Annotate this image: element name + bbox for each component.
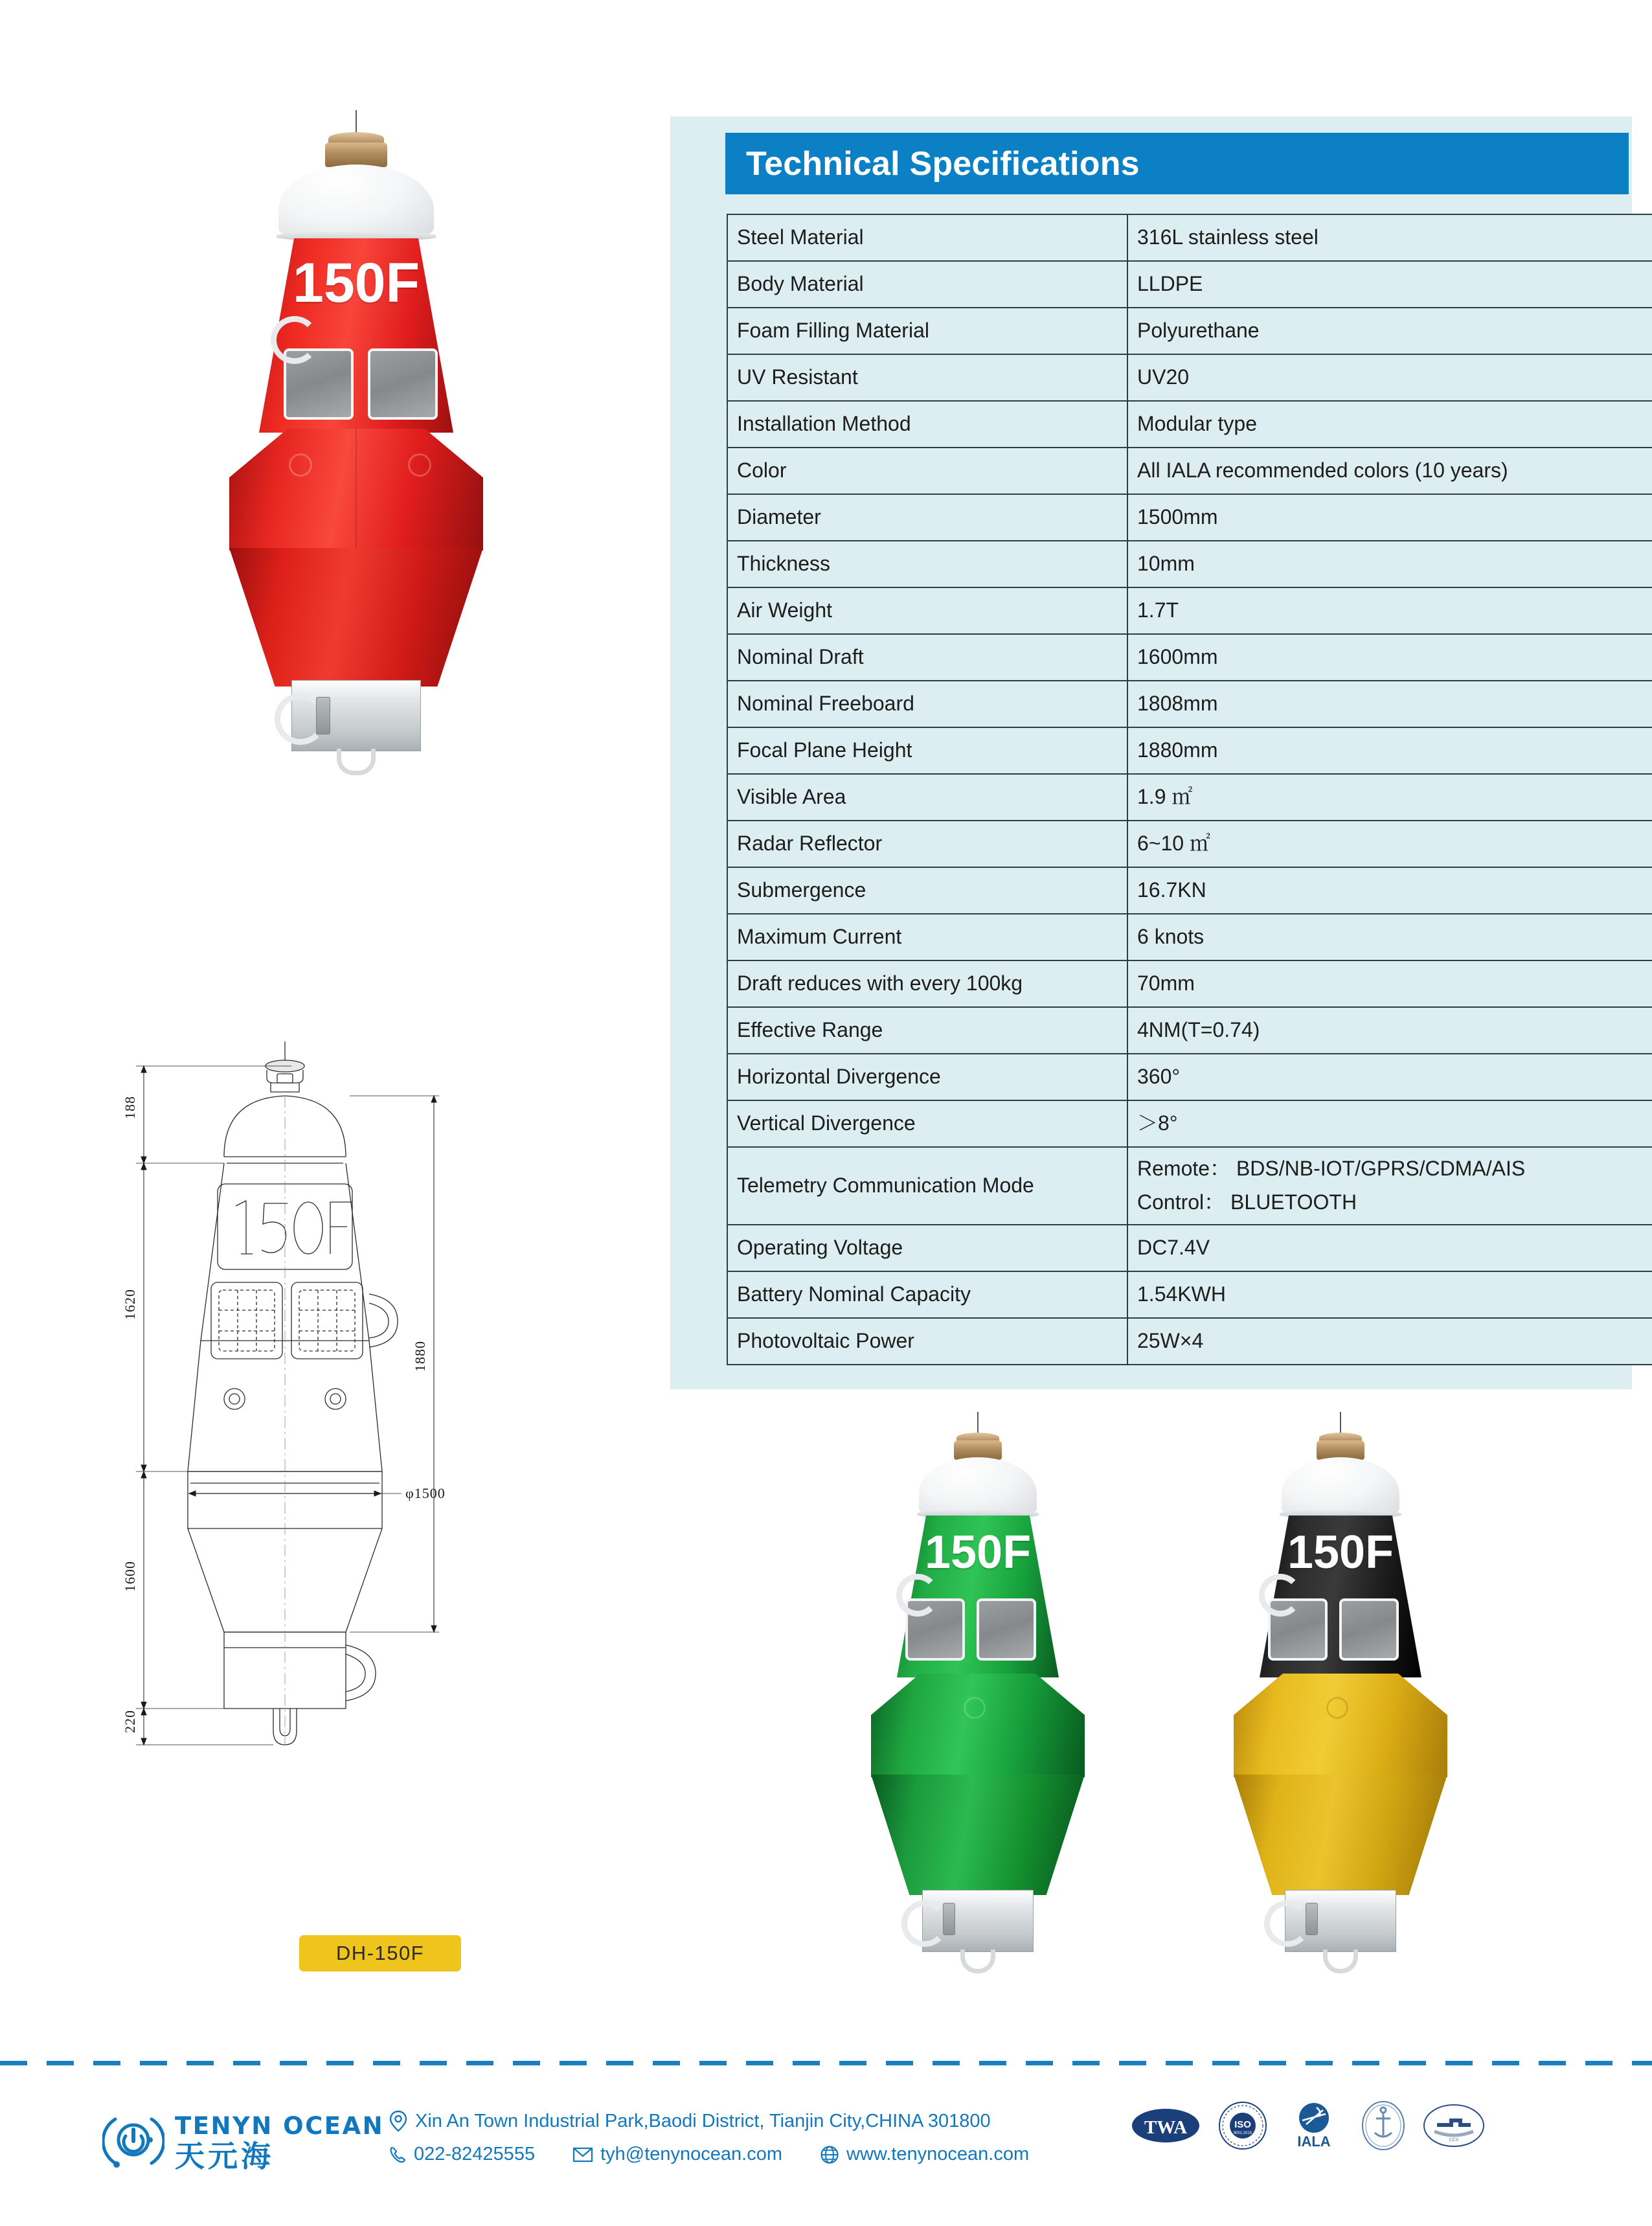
cert-twa-icon xyxy=(1130,2106,1201,2146)
buoy-mid-body xyxy=(871,1674,1085,1777)
spec-value: 1.54KWH xyxy=(1127,1271,1652,1318)
lifting-lug-upper xyxy=(271,316,319,364)
spec-key: Body Material xyxy=(727,261,1127,308)
spec-value: 316L stainless steel xyxy=(1127,214,1652,261)
spec-header-bar xyxy=(725,133,1629,194)
buoy-render-black-yellow xyxy=(1211,1412,1470,2157)
email-icon xyxy=(572,2146,593,2163)
model-badge: DH-150F xyxy=(299,1935,461,1971)
table-row xyxy=(727,448,1652,494)
spec-key: Nominal Freeboard xyxy=(727,681,1127,727)
solar-panel-right xyxy=(1339,1598,1399,1661)
phone-icon xyxy=(389,2145,407,2164)
spec-key: Effective Range xyxy=(727,1007,1127,1054)
svg-text:9001:2015: 9001:2015 xyxy=(1233,2131,1252,2135)
buoy-render-red xyxy=(214,110,499,913)
spec-key: Nominal Draft xyxy=(727,634,1127,681)
cert-iala-label: IALA xyxy=(1297,2133,1331,2150)
cert-iso-icon xyxy=(1218,2101,1267,2150)
spec-value: Polyurethane xyxy=(1127,308,1652,354)
spec-value xyxy=(1127,1147,1652,1225)
spec-value: 10mm xyxy=(1127,541,1652,587)
contact-row-address xyxy=(389,2110,1029,2132)
spec-value: 1.7T xyxy=(1127,587,1652,634)
certification-logos xyxy=(1130,2100,1485,2151)
table-row xyxy=(727,541,1652,587)
company-watermark-center xyxy=(964,1697,986,1719)
footer-divider xyxy=(0,2061,1652,2065)
spec-key: Installation Method xyxy=(727,401,1127,448)
spec-key: Battery Nominal Capacity xyxy=(727,1271,1127,1318)
svg-text:CCS: CCS xyxy=(1449,2138,1459,2142)
solar-panel-right xyxy=(977,1598,1036,1661)
spec-key: Maximum Current xyxy=(727,914,1127,960)
table-row xyxy=(727,727,1652,774)
buoy-dome-top xyxy=(919,1457,1037,1516)
table-row xyxy=(727,914,1652,960)
table-row xyxy=(727,401,1652,448)
phone-text: 022-82425555 xyxy=(414,2144,536,2164)
spec-key: Steel Material xyxy=(727,214,1127,261)
marine-lantern xyxy=(325,142,387,167)
spec-key: Foam Filling Material xyxy=(727,308,1127,354)
spec-value: 4NM(T=0.74) xyxy=(1127,1007,1652,1054)
mooring-shackle xyxy=(337,749,376,775)
address-text: Xin An Town Industrial Park,Baodi District, Tianjin City,CHINA 301800 xyxy=(415,2110,991,2131)
spec-key: Focal Plane Height xyxy=(727,727,1127,774)
table-row xyxy=(727,821,1652,867)
spec-key: Vertical Divergence xyxy=(727,1100,1127,1147)
table-row xyxy=(727,1271,1652,1318)
contact-block xyxy=(389,2110,1029,2165)
table-row xyxy=(727,261,1652,308)
company-watermark-center xyxy=(1326,1697,1348,1719)
buoy-code-label: 150F xyxy=(1287,1527,1394,1578)
location-pin-icon xyxy=(389,2110,408,2132)
brand-text-block xyxy=(175,2112,384,2171)
table-row xyxy=(727,867,1652,914)
spec-key: Photovoltaic Power xyxy=(727,1318,1127,1365)
mooring-lug-lower xyxy=(1264,1900,1311,1947)
cert-iala-icon xyxy=(1284,2101,1344,2150)
mooring-shackle xyxy=(1323,1949,1358,1973)
table-row xyxy=(727,634,1652,681)
spec-value: 1.9 ㎡ xyxy=(1127,774,1652,821)
spec-key: Operating Voltage xyxy=(727,1225,1127,1271)
table-row xyxy=(727,587,1652,634)
spec-value: All IALA recommended colors (10 years) xyxy=(1127,448,1652,494)
spec-value: 360° xyxy=(1127,1054,1652,1100)
buoy-dome-top xyxy=(278,165,434,237)
cert-twa-label: TWA xyxy=(1144,2117,1188,2138)
buoy-lower-taper xyxy=(871,1775,1085,1895)
table-row xyxy=(727,308,1652,354)
dimension-220: 220 xyxy=(122,1710,138,1733)
spec-value-line-control: Control： BLUETOOTH xyxy=(1137,1190,1357,1214)
company-logo xyxy=(102,2110,384,2172)
brand-name-en: TENYN OCEAN xyxy=(175,2111,385,2140)
mast-antenna xyxy=(1340,1412,1341,1435)
table-row xyxy=(727,1147,1652,1225)
base-fitting xyxy=(1306,1903,1318,1935)
dimension-1880: 1880 xyxy=(412,1341,428,1372)
mooring-lug-lower xyxy=(901,1900,948,1947)
lifting-lug-upper xyxy=(1259,1574,1302,1617)
company-watermark-right xyxy=(408,453,431,477)
address-item xyxy=(389,2110,991,2132)
base-fitting xyxy=(943,1903,955,1935)
spec-key: Telemetry Communication Mode xyxy=(727,1147,1127,1225)
buoy-code-label: 150F xyxy=(292,252,420,314)
dimension-1620: 1620 xyxy=(122,1289,138,1320)
spec-key: Diameter xyxy=(727,494,1127,541)
spec-value: 6 knots xyxy=(1127,914,1652,960)
table-row xyxy=(727,1318,1652,1365)
spec-value: 16.7KN xyxy=(1127,867,1652,914)
drawing-svg xyxy=(97,1036,615,1852)
website-item[interactable] xyxy=(820,2144,1029,2165)
spec-value: DC7.4V xyxy=(1127,1225,1652,1271)
spec-value: 1600mm xyxy=(1127,634,1652,681)
dimension-1600: 1600 xyxy=(122,1561,138,1592)
table-row xyxy=(727,1100,1652,1147)
spec-key: Horizontal Divergence xyxy=(727,1054,1127,1100)
table-row xyxy=(727,1225,1652,1271)
cert-iso-label: ISO xyxy=(1234,2119,1251,2130)
buoy-lower-taper xyxy=(229,548,483,687)
buoy-dome-top xyxy=(1282,1457,1399,1516)
cert-ccs-icon xyxy=(1423,2103,1485,2148)
spec-value: 25W×4 xyxy=(1127,1318,1652,1365)
spec-table-body xyxy=(727,214,1652,1365)
table-row xyxy=(727,354,1652,401)
buoy-mid-body xyxy=(1234,1674,1447,1777)
spec-value: 1880mm xyxy=(1127,727,1652,774)
table-row xyxy=(727,494,1652,541)
technical-drawing xyxy=(97,1036,615,1852)
dimension-188: 188 xyxy=(122,1096,138,1119)
company-watermark-left xyxy=(289,453,312,477)
spec-key: Draft reduces with every 100kg xyxy=(727,960,1127,1007)
table-row xyxy=(727,1054,1652,1100)
mast-antenna xyxy=(977,1412,979,1435)
contact-row-details xyxy=(389,2144,1029,2165)
globe-icon xyxy=(820,2145,839,2164)
mooring-shackle xyxy=(960,1949,995,1973)
spec-value: LLDPE xyxy=(1127,261,1652,308)
body-seam-vertical xyxy=(356,429,357,551)
spec-value: 70mm xyxy=(1127,960,1652,1007)
table-row xyxy=(727,681,1652,727)
email-text: tyh@tenynocean.com xyxy=(600,2144,783,2164)
buoy-code-label: 150F xyxy=(924,1527,1032,1578)
spec-key: UV Resistant xyxy=(727,354,1127,401)
brand-name-cn: 天元海 xyxy=(175,2139,274,2173)
base-fitting xyxy=(316,697,330,734)
spec-key: Visible Area xyxy=(727,774,1127,821)
mast-antenna xyxy=(356,110,357,135)
spec-key: Radar Reflector xyxy=(727,821,1127,867)
spec-value-line-remote: Remote： BDS/NB-IOT/GPRS/CDMA/AIS xyxy=(1137,1157,1526,1180)
cert-seal-icon xyxy=(1361,2100,1406,2151)
email-item[interactable] xyxy=(572,2144,782,2165)
spec-value: ＞8° xyxy=(1127,1100,1652,1147)
website-text: www.tenynocean.com xyxy=(846,2144,1030,2164)
spec-value: 1808mm xyxy=(1127,681,1652,727)
spec-key: Color xyxy=(727,448,1127,494)
phone-item[interactable] xyxy=(389,2144,535,2165)
lifting-lug-upper xyxy=(896,1574,939,1617)
spec-key: Thickness xyxy=(727,541,1127,587)
buoy-lower-taper xyxy=(1234,1775,1447,1895)
buoy-render-green xyxy=(848,1412,1107,2157)
spec-key: Submergence xyxy=(727,867,1127,914)
spec-value: 1500mm xyxy=(1127,494,1652,541)
dimension-diameter: φ1500 xyxy=(405,1485,446,1501)
table-row xyxy=(727,960,1652,1007)
spec-key: Air Weight xyxy=(727,587,1127,634)
spec-value: 6~10 ㎡ xyxy=(1127,821,1652,867)
page-title: Technical Specifications xyxy=(746,144,1140,183)
solar-panel-right xyxy=(368,348,438,420)
tenyn-logo-icon xyxy=(102,2110,164,2172)
spec-value: Modular type xyxy=(1127,401,1652,448)
table-row xyxy=(727,1007,1652,1054)
spec-value: UV20 xyxy=(1127,354,1652,401)
table-row xyxy=(727,214,1652,261)
specifications-table xyxy=(727,214,1652,1365)
table-row xyxy=(727,774,1652,821)
